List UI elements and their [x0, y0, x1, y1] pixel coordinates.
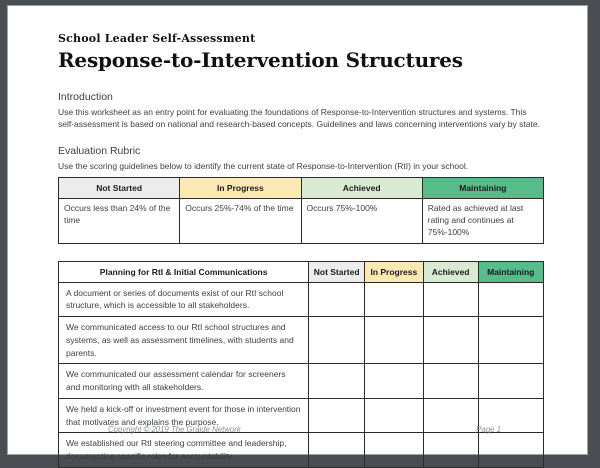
- assessment-row: [59, 282, 544, 317]
- assessment-header-achieved: Achieved: [423, 261, 478, 282]
- rubric-header-not-started: Not Started: [59, 177, 180, 198]
- rubric-description-row: [59, 198, 544, 243]
- rubric-desc-in-progress: Occurs 25%-74% of the time: [180, 198, 301, 243]
- page-title: Response-to-Intervention Structures: [58, 48, 463, 72]
- rating-cell-in-progress[interactable]: [365, 317, 424, 364]
- assessment-header-not-started: Not Started: [309, 261, 365, 282]
- rating-cell-in-progress[interactable]: [365, 282, 424, 317]
- rating-cell-in-progress[interactable]: [365, 433, 424, 468]
- assessment-row: [59, 364, 544, 399]
- page-footer: [108, 425, 501, 434]
- document-page: [7, 5, 588, 462]
- rubric-header-in-progress: In Progress: [180, 177, 301, 198]
- assessment-statement: A document or series of documents exist of our RtI school structure, which is accessible to all stakeholders.: [59, 282, 309, 317]
- rubric-desc-achieved: Occurs 75%-100%: [301, 198, 422, 243]
- rubric-header-achieved: Achieved: [301, 177, 422, 198]
- assessment-statement: We established our RtI steering committee and leadership, documenting specific roles for accountability.: [59, 433, 309, 468]
- rating-cell-achieved[interactable]: [423, 282, 478, 317]
- rating-cell-in-progress[interactable]: [365, 364, 424, 399]
- assessment-table: [58, 261, 544, 468]
- rating-cell-maintaining[interactable]: [478, 364, 544, 399]
- rating-cell-achieved[interactable]: [423, 364, 478, 399]
- page-number: Page 1: [476, 425, 501, 434]
- rubric-instruction: Use the scoring guidelines below to identify the current state of Response-to-Intervention (RtI) in your school.: [58, 160, 469, 171]
- rating-cell-maintaining[interactable]: [478, 282, 544, 317]
- rating-cell-achieved[interactable]: [423, 317, 478, 364]
- rubric-desc-not-started: Occurs less than 24% of the time: [59, 198, 180, 243]
- assessment-statement: We communicated access to our RtI school structures and systems, as well as assessment timelines, with students and parents.: [59, 317, 309, 364]
- rating-cell-not-started[interactable]: [309, 364, 365, 399]
- rating-cell-maintaining[interactable]: [478, 317, 544, 364]
- rubric-heading: Evaluation Rubric: [58, 144, 141, 157]
- assessment-statement: We communicated our assessment calendar for screeners and monitoring with all stakeholders.: [59, 364, 309, 399]
- page-content: [58, 6, 544, 462]
- rating-cell-not-started[interactable]: [309, 282, 365, 317]
- rating-cell-not-started[interactable]: [309, 317, 365, 364]
- introduction-section: [58, 91, 544, 131]
- rubric-header-row: [59, 177, 544, 198]
- assessment-header-in-progress: In Progress: [365, 261, 424, 282]
- rubric-header-maintaining: Maintaining: [422, 177, 543, 198]
- rating-cell-maintaining[interactable]: [478, 433, 544, 468]
- assessment-row: [59, 433, 544, 468]
- assessment-header-row: [59, 261, 544, 282]
- assessment-header-maintaining: Maintaining: [478, 261, 544, 282]
- rating-cell-achieved[interactable]: [423, 433, 478, 468]
- rating-cell-not-started[interactable]: [309, 433, 365, 468]
- introduction-heading: Introduction: [58, 91, 113, 103]
- assessment-table-title: Planning for RtI & Initial Communications: [59, 261, 309, 282]
- rubric-desc-maintaining: Rated as achieved at last rating and continues at 75%-100%: [422, 198, 543, 243]
- assessment-statement: We held a kick-off or investment event for those in intervention that motivates and explains the purpose.: [59, 398, 309, 433]
- copyright-text: Copyright © 2019 The Graide Network: [108, 425, 241, 434]
- document-eyebrow: School Leader Self-Assessment: [58, 32, 256, 45]
- assessment-row: [59, 317, 544, 364]
- introduction-body: Use this worksheet as an entry point for evaluating the foundations of Response-to-Intervention structures and systems. This self-assessment is based on national and research-based concepts. Guidelines and laws concerning interventions vary by state.: [58, 107, 540, 130]
- rubric-table: [58, 177, 544, 244]
- rubric-section: [58, 145, 544, 244]
